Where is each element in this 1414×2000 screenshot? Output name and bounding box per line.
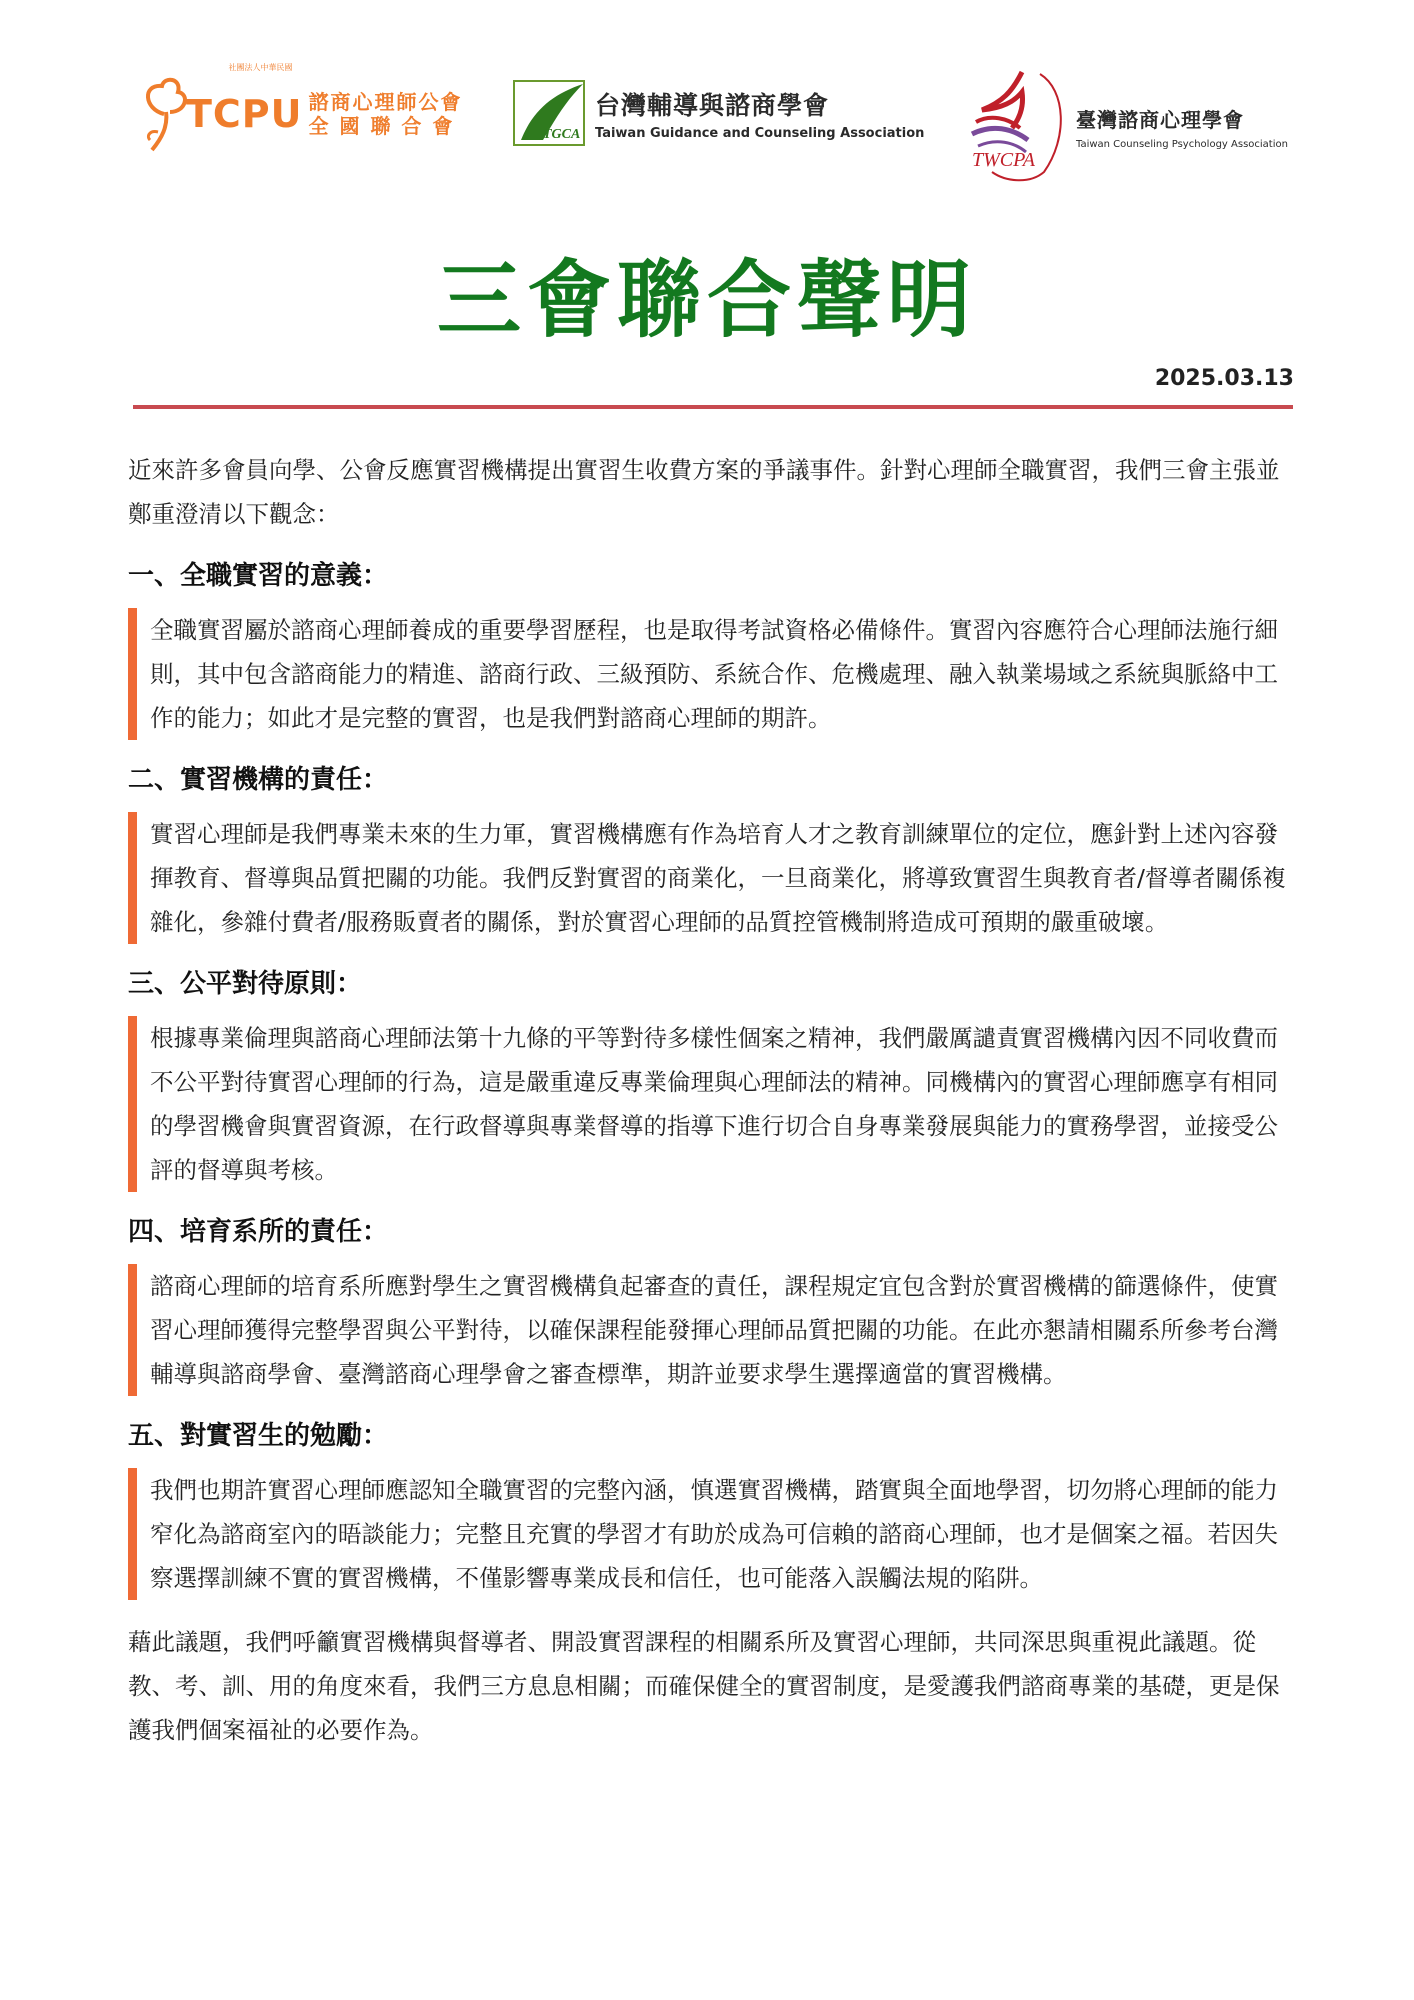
twcpa-name-cn: 臺灣諮商心理學會	[1076, 108, 1244, 132]
logo-header	[0, 62, 1414, 182]
section-4	[128, 1210, 1290, 1396]
section-body: 諮商心理師的培育系所應對學生之實習機構負起審查的責任，課程規定宜包含對於實習機構的篩選條件，使實習心理師獲得完整學習與公平對待，以確保課程能發揮心理師品質把關的功能。在此亦懇請相關系所參考台灣輔導與諮商學會、臺灣諮商心理學會之審查標準，期許並要求學生選擇適當的實習機構。	[128, 1264, 1290, 1396]
page-title: 三會聯合聲明	[436, 251, 977, 349]
section-1	[128, 554, 1290, 740]
tgca-logo	[513, 80, 924, 146]
intro-paragraph: 近來許多會員向學、公會反應實習機構提出實習生收費方案的爭議事件。針對心理師全職實習，我們三會主張並鄭重澄清以下觀念：	[128, 456, 1280, 528]
tgca-name-en: Taiwan Guidance and Counseling Association	[595, 125, 925, 141]
section-body: 全職實習屬於諮商心理師養成的重要學習歷程，也是取得考試資格必備條件。實習內容應符合心理師法施行細則，其中包含諮商能力的精進、諮商行政、三級預防、系統合作、危機處理、融入執業場域之系統與脈絡中工作的能力；如此才是完整的實習，也是我們對諮商心理師的期許。	[128, 608, 1290, 740]
tgca-mark-text: TGCA	[543, 127, 581, 142]
twcpa-mark-text: TWCPA	[972, 149, 1035, 171]
section-body: 根據專業倫理與諮商心理師法第十九條的平等對待多樣性個案之精神，我們嚴厲譴責實習機構內因不同收費而不公平對待實習心理師的行為，這是嚴重違反專業倫理與心理師法的精神。同機構內的實習心理師應享有相同的學習機會與實習資源，在行政督導與專業督導的指導下進行切合自身專業發展與能力的實務學習，並接受公評的督導與考核。	[128, 1016, 1290, 1192]
tcpu-tiny-text: 社團法人中華民國	[228, 63, 293, 72]
section-title: 四、培育系所的責任：	[128, 1217, 389, 1247]
section-2	[128, 758, 1290, 944]
statement-date: 2025.03.13	[1154, 366, 1294, 391]
section-body: 我們也期許實習心理師應認知全職實習的完整內涵，慎選實習機構，踏實與全面地學習，切勿將心理師的能力窄化為諮商室內的晤談能力；完整且充實的學習才有助於成為可信賴的諮商心理師，也才是個案之福。若因失察選擇訓練不實的實習機構，不僅影響專業成長和信任，也可能落入誤觸法規的陷阱。	[128, 1468, 1290, 1600]
section-title: 五、對實習生的勉勵：	[128, 1421, 389, 1451]
closing-paragraph: 藉此議題，我們呼籲實習機構與督導者、開設實習課程的相關系所及實習心理師，共同深思與重視此議題。從教、考、訓、用的角度來看，我們三方息息相關；而確保健全的實習制度，是愛護我們諮商專業的基礎，更是保護我們個案福祉的必要作為。	[128, 1628, 1280, 1744]
tgca-leaf-icon	[513, 80, 585, 146]
section-3	[128, 962, 1290, 1192]
section-body: 實習心理師是我們專業未來的生力軍，實習機構應有作為培育人才之教育訓練單位的定位，應針對上述內容發揮教育、督導與品質把關的功能。我們反對實習的商業化，一旦商業化，將導致實習生與教育者/督導者關係複雜化，參雜付費者/服務販賣者的關係，對於實習心理師的品質控管機制將造成可預期的嚴重破壞。	[128, 812, 1290, 944]
title-divider	[133, 405, 1293, 409]
section-title: 一、全職實習的意義：	[128, 561, 389, 591]
section-5	[128, 1414, 1290, 1600]
tcpu-flower-icon	[134, 74, 194, 154]
tcpu-logo	[134, 63, 463, 154]
tcpu-abbr: TCPU	[186, 92, 303, 136]
twcpa-name-en: Taiwan Counseling Psychology Association	[1076, 139, 1288, 150]
tcpu-name-line2: 全 國 聯 合 會	[308, 114, 455, 138]
section-title: 三、公平對待原則：	[128, 969, 363, 999]
section-title: 二、實習機構的責任：	[128, 765, 389, 795]
tcpu-name-line1: 諮商心理師公會	[308, 90, 463, 114]
twcpa-bird-icon	[962, 62, 1072, 184]
tgca-name-cn: 台灣輔導與諮商學會	[595, 90, 830, 120]
statement-body	[128, 448, 1290, 1752]
twcpa-logo	[962, 62, 1288, 184]
